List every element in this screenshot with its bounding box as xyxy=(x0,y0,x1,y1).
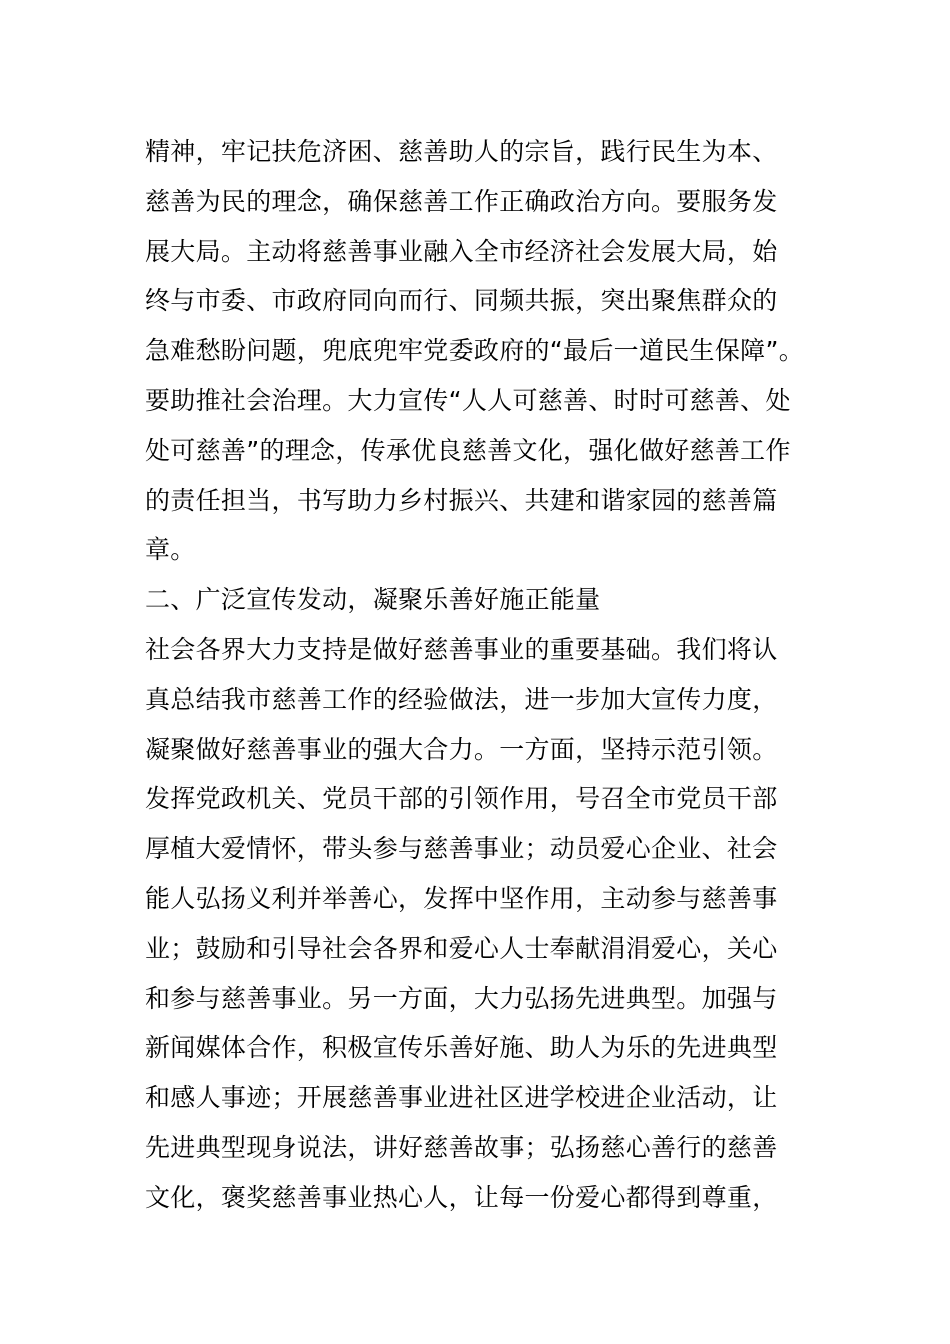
text-line: 终与市委、市政府同向而行、同频共振，突出聚焦群众的 xyxy=(145,286,778,316)
text-line: 慈善为民的理念，确保慈善工作正确政治方向。要服务发 xyxy=(145,186,778,216)
text-line: 展大局。主动将慈善事业融入全市经济社会发展大局，始 xyxy=(145,236,778,266)
text-line: 社会各界大力支持是做好慈善事业的重要基础。我们将认 xyxy=(145,634,778,664)
text-line: 先进典型现身说法，讲好慈善故事；弘扬慈心善行的慈善 xyxy=(145,1132,778,1162)
text-line: 发挥党政机关、党员干部的引领作用，号召全市党员干部 xyxy=(145,784,778,814)
section-heading: 二、广泛宣传发动，凝聚乐善好施正能量 xyxy=(145,585,601,615)
text-line: 处可慈善”的理念，传承优良慈善文化，强化做好慈善工作 xyxy=(145,435,791,465)
text-line: 章。 xyxy=(145,535,196,565)
text-line: 真总结我市慈善工作的经验做法，进一步加大宣传力度， xyxy=(145,684,778,714)
text-line: 和参与慈善事业。另一方面，大力弘扬先进典型。加强与 xyxy=(145,983,778,1013)
text-line: 新闻媒体合作，积极宣传乐善好施、助人为乐的先进典型 xyxy=(145,1033,778,1063)
text-line: 凝聚做好慈善事业的强大合力。一方面，坚持示范引领。 xyxy=(145,734,778,764)
text-line: 的责任担当，书写助力乡村振兴、共建和谐家园的慈善篇 xyxy=(145,485,778,515)
text-line: 和感人事迹；开展慈善事业进社区进学校进企业活动，让 xyxy=(145,1083,778,1113)
text-line: 能人弘扬义利并举善心，发挥中坚作用，主动参与慈善事 xyxy=(145,883,778,913)
text-line: 业；鼓励和引导社会各界和爱心人士奉献涓涓爱心，关心 xyxy=(145,933,778,963)
body-text xyxy=(145,127,825,1223)
text-line: 文化，褒奖慈善事业热心人，让每一份爱心都得到尊重， xyxy=(145,1182,778,1212)
text-line: 厚植大爱情怀，带头参与慈善事业；动员爱心企业、社会 xyxy=(145,834,778,864)
text-line: 要助推社会治理。大力宣传“人人可慈善、时时可慈善、处 xyxy=(145,385,791,415)
text-line: 急难愁盼问题，兜底兜牢党委政府的“最后一道民生保障”。 xyxy=(145,336,805,366)
text-line: 精神，牢记扶危济困、慈善助人的宗旨，践行民生为本、 xyxy=(145,137,778,166)
